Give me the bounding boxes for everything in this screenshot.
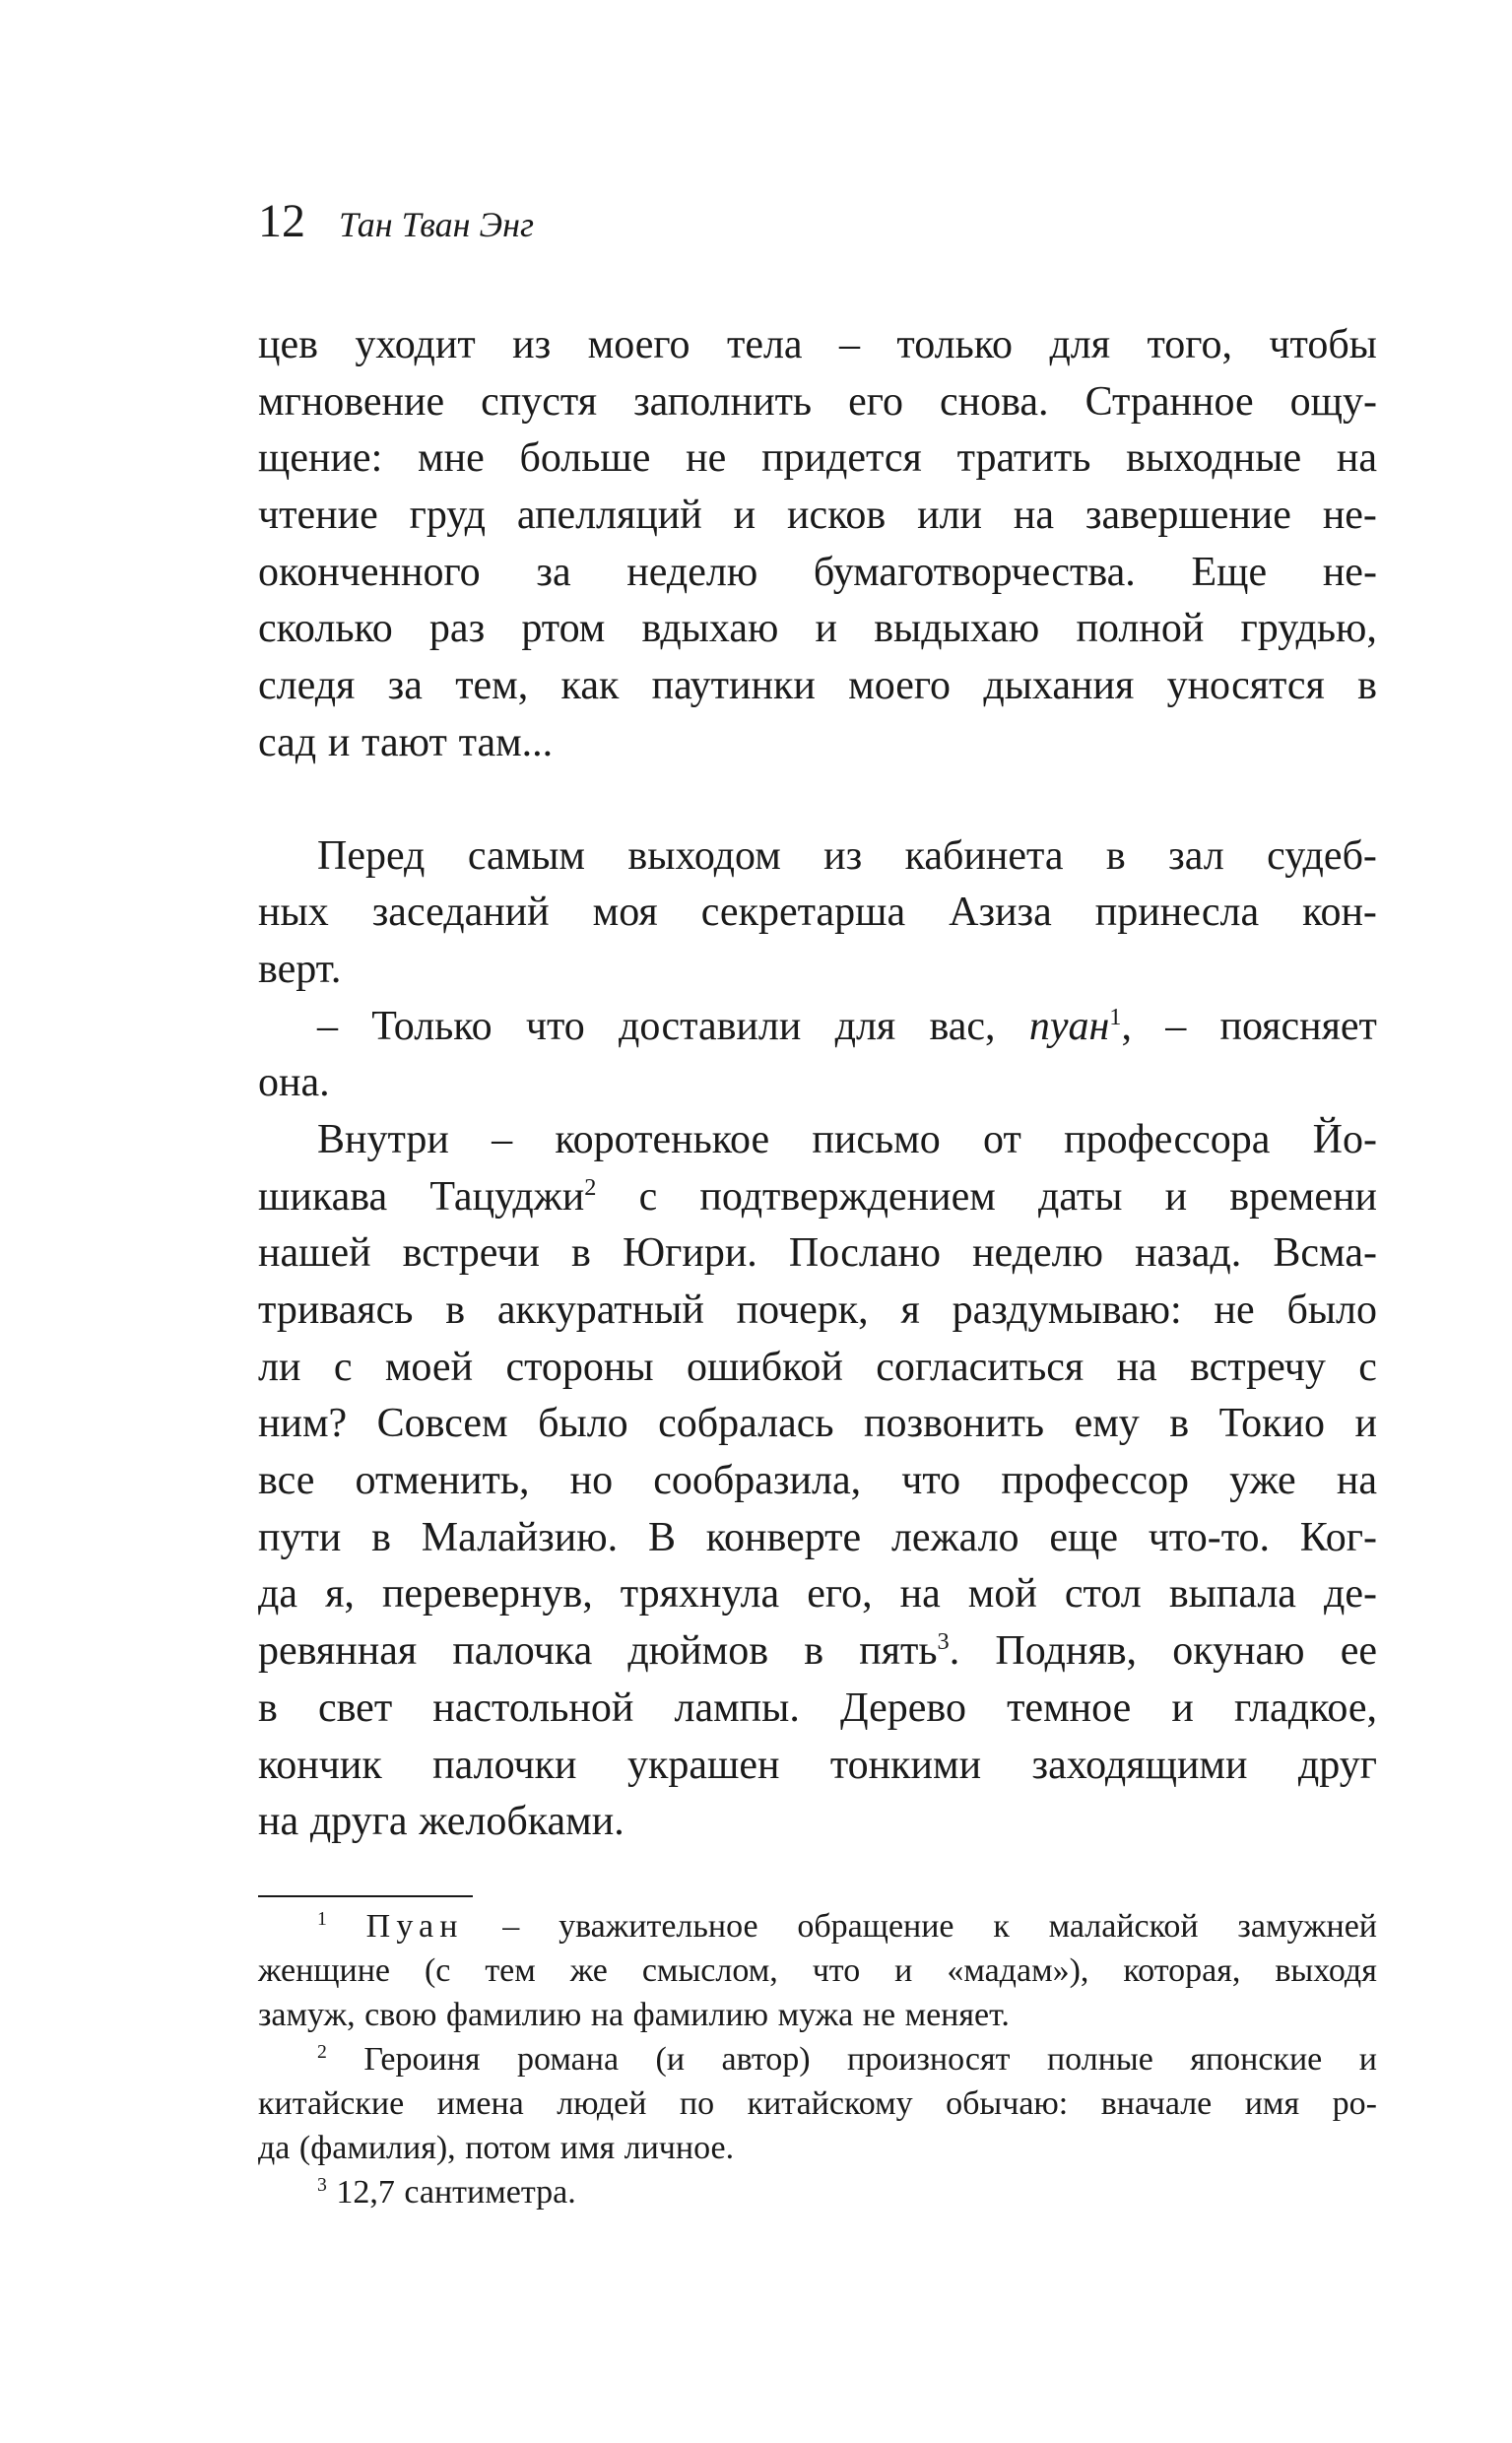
footnote-line: $^1$ Пуан – уважительное обращение к малайской замужней	[317, 1907, 1377, 1945]
text-line: кончик палочки украшен тонкими заходящими друг	[258, 1742, 1377, 1788]
paragraph	[258, 1112, 1377, 1851]
text-line: она.	[258, 1060, 330, 1106]
text-line: все отменить, но сообразила, что профессор уже на	[258, 1458, 1377, 1504]
footnote	[258, 2037, 1377, 2170]
text-line: – Только что доставили для вас, пуан$^1$, – поясняет	[317, 1003, 1377, 1049]
text-line: мгновение спустя заполнить его снова. Странное ощу-	[258, 378, 1377, 425]
text-line: на друга желобками.	[258, 1799, 625, 1845]
footnote-line: китайские имена людей по китайскому обычаю: вначале имя ро-	[258, 2085, 1377, 2122]
footnote-line: да (фамилия), потом имя личное.	[258, 2130, 735, 2166]
text-line: верт.	[258, 946, 342, 992]
body-text	[258, 317, 1377, 1851]
text-line: чтение груд апелляций и исков или на завершение не-	[258, 493, 1377, 539]
running-head	[258, 187, 534, 256]
paragraph	[258, 828, 1377, 999]
text-line: оконченного за неделю бумаготворчества. Еще не-	[258, 549, 1377, 595]
footnote	[258, 2170, 1377, 2214]
text-line: триваясь в аккуратный почерк, я раздумываю: не было	[258, 1288, 1377, 1333]
footnote-line: замуж, свою фамилию на фамилию мужа не меняет.	[258, 1997, 1010, 2033]
text-line: Перед самым выходом из кабинета в зал судеб-	[317, 832, 1377, 879]
paragraph	[258, 999, 1377, 1112]
text-line: цев уходит из моего тела – только для того, чтобы	[258, 322, 1377, 367]
footnote-line: женщине (с тем же смыслом, что и «мадам»), которая, выходя	[258, 1952, 1377, 1989]
footnote	[258, 1904, 1377, 2037]
footnote-line: $^3$ 12,7 сантиметра.	[317, 2173, 576, 2211]
text-line: нашей встречи в Югири. Послано неделю назад. Всма-	[258, 1230, 1377, 1277]
text-line: ли с моей стороны ошибкой согласиться на встречу с	[258, 1344, 1377, 1390]
text-line: ревянная палочка дюймов в пять$^3$. Подняв, окунаю ее	[258, 1628, 1377, 1675]
text-line: в свет настольной лампы. Дерево темное и гладкое,	[258, 1684, 1377, 1731]
text-line: ним? Совсем было собралась позвонить ему в Токио и	[258, 1401, 1377, 1447]
section-break	[258, 772, 1377, 828]
text-line: пути в Малайзию. В конверте лежало еще что-то. Ког-	[258, 1514, 1377, 1560]
footnotes	[258, 1904, 1377, 2214]
text-line: шикава Тацуджи$^2$ с подтверждением даты и времени	[258, 1173, 1377, 1220]
text-line: да я, перевернув, тряхнула его, на мой стол выпала де-	[258, 1571, 1377, 1618]
text-line: Внутри – коротенькое письмо от профессора Йо-	[317, 1116, 1377, 1162]
book-author: Тан Тван Энг	[339, 205, 535, 244]
text-line: сад и тают там...	[258, 719, 554, 765]
footnote-divider	[258, 1895, 473, 1897]
page-number: 12	[258, 195, 305, 247]
text-line: следя за тем, как паутинки моего дыхания уносятся в	[258, 663, 1377, 709]
paragraph	[258, 317, 1377, 772]
text-line: щение: мне больше не придется тратить выходные на	[258, 435, 1377, 482]
text-line: ных заседаний моя секретарша Азиза принесла кон-	[258, 890, 1377, 936]
text-line: сколько раз ртом вдыхаю и выдыхаю полной грудью,	[258, 606, 1377, 652]
footnote-line: $^2$ Героиня романа (и автор) произносят полные японские и	[317, 2040, 1377, 2078]
